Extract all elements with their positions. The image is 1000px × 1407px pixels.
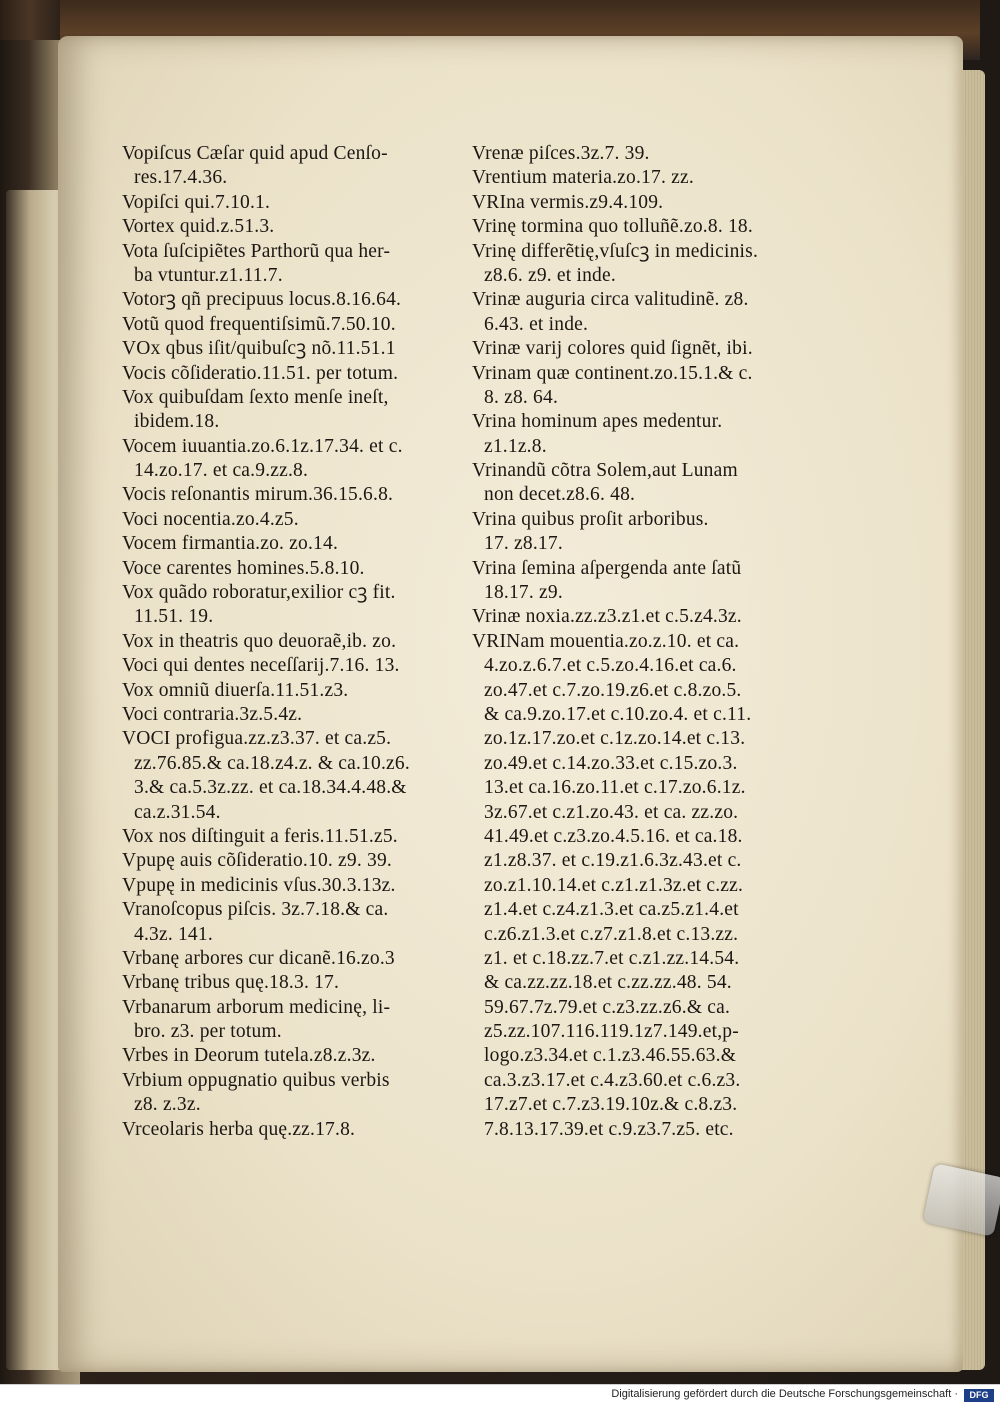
index-entry-line: Vrinandũ cõtra Solem,aut Lunam bbox=[472, 460, 738, 482]
index-entry-line: Vocem firmantia.zo. zo.14. bbox=[122, 533, 339, 555]
index-entry-line: zo.47.et c.7.zo.19.z6.et c.8.zo.5. bbox=[484, 679, 742, 701]
index-entry-line: Vranoſcopus piſcis. 3z.7.18.& ca. bbox=[122, 899, 389, 921]
index-entry-line: Vrbanarum arborum medicinę, li- bbox=[122, 996, 391, 1018]
index-entry-line: Vocis reſonantis mirum.36.15.6.8. bbox=[122, 484, 394, 506]
index-entry-line: Vrinæ auguria circa valitudinẽ. z8. bbox=[472, 289, 749, 311]
index-entry-line: Voci contraria.3z.5.4z. bbox=[122, 703, 303, 725]
index-entry-line: zo.49.et c.14.zo.33.et c.15.zo.3. bbox=[484, 752, 738, 774]
index-entry-line: Vox quibuſdam ſexto menſe ineſt, bbox=[122, 386, 389, 408]
index-entry-line: Vrina ſemina aſpergenda ante ſatũ bbox=[472, 557, 742, 579]
index-entry-line: ca.3.z3.17.et c.4.z3.60.et c.6.z3. bbox=[484, 1069, 741, 1091]
index-entry-line: 3z.67.et c.z1.zo.43. et ca. zz.zo. bbox=[484, 801, 739, 823]
index-entry-line: Votũ quod frequentiſsimũ.7.50.10. bbox=[122, 313, 396, 335]
index-entry-line: Vrinę differẽtię,vſuſcꝫ in medicinis. bbox=[472, 240, 759, 262]
index-entry-line: Vox nos diſtinguit a feris.11.51.z5. bbox=[122, 825, 398, 847]
index-entry-line: VRIna vermis.z9.4.109. bbox=[472, 191, 664, 213]
index-entry-line: Vrbanę arbores cur dicanẽ.16.zo.3 bbox=[122, 947, 395, 969]
index-entry-line: non decet.z8.6. 48. bbox=[484, 484, 636, 506]
index-entry-line: z1.1z.8. bbox=[484, 435, 547, 457]
index-entry-line: Voce carentes homines.5.8.10. bbox=[122, 557, 365, 579]
index-entry-line: Vocis cõſideratio.11.51. per totum. bbox=[122, 362, 399, 384]
index-entry-line: z5.zz.107.116.119.1z7.149.et,p- bbox=[484, 1021, 739, 1043]
index-entry-line: ba vtuntur.z1.11.7. bbox=[134, 264, 283, 286]
index-entry-line: bro. z3. per totum. bbox=[134, 1021, 282, 1043]
index-entry-line: Vpupę in medicinis vſus.30.3.13z. bbox=[122, 874, 396, 896]
index-entry-line: & ca.9.zo.17.et c.10.zo.4. et c.11. bbox=[484, 703, 752, 725]
left-page-edge bbox=[6, 190, 66, 1370]
index-entry-line: 17.z7.et c.7.z3.19.10z.& c.8.z3. bbox=[484, 1094, 738, 1116]
index-entry-line: 14.zo.17. et ca.9.zz.8. bbox=[134, 460, 309, 482]
index-entry-line: 59.67.7z.79.et c.z3.zz.z6.& ca. bbox=[484, 996, 731, 1018]
index-entry-line: Vrinam quæ continent.zo.15.1.& c. bbox=[472, 362, 753, 384]
index-entry-line: VRINam mouentia.zo.z.10. et ca. bbox=[472, 630, 740, 652]
index-entry-line: z1. et c.18.zz.7.et c.z1.zz.14.54. bbox=[484, 947, 740, 969]
index-entry-line: z8.6. z9. et inde. bbox=[484, 264, 616, 286]
index-entry-line: Voci nocentia.zo.4.z5. bbox=[122, 508, 299, 530]
index-entry-line: ca.z.31.54. bbox=[134, 801, 221, 823]
index-entry-line: z1.4.et c.z4.z1.3.et ca.z5.z1.4.et bbox=[484, 899, 739, 921]
index-entry-line: 41.49.et c.z3.zo.4.5.16. et ca.18. bbox=[484, 825, 743, 847]
index-entry-line: Vota ſuſcipiẽtes Parthorũ qua her- bbox=[122, 240, 391, 262]
index-entry-line: Vrbanę tribus quę.18.3. 17. bbox=[122, 972, 340, 994]
index-entry-line: zz.76.85.& ca.18.z4.z. & ca.10.z6. bbox=[134, 752, 410, 774]
index-entry-line: logo.z3.34.et c.1.z3.46.55.63.& bbox=[484, 1045, 737, 1067]
index-entry-line: 8. z8. 64. bbox=[484, 386, 559, 408]
index-entry-line: 17. z8.17. bbox=[484, 533, 563, 555]
index-entry-line: 7.8.13.17.39.et c.9.z3.7.z5. etc. bbox=[484, 1118, 734, 1140]
index-entry-line: 4.3z. 141. bbox=[134, 923, 213, 945]
funding-footer bbox=[0, 1384, 1000, 1407]
index-entry-line: Vox omniũ diuerſa.11.51.z3. bbox=[122, 679, 349, 701]
index-entry-line: Vrina hominum apes medentur. bbox=[472, 411, 723, 433]
index-entry-line: Vortex quid.z.51.3. bbox=[122, 216, 275, 238]
index-entry-line: Voci qui dentes neceſſarij.7.16. 13. bbox=[122, 655, 400, 677]
dfg-logo: DFG bbox=[964, 1389, 994, 1402]
index-entry-line: ibidem.18. bbox=[134, 411, 220, 433]
index-entry-line: VOCI profigua.zz.z3.37. et ca.z5. bbox=[122, 728, 392, 750]
index-entry-line: Vrinæ noxia.zz.z3.z1.et c.5.z4.3z. bbox=[472, 606, 742, 628]
index-column-left bbox=[122, 142, 457, 1142]
index-entry-line: res.17.4.36. bbox=[134, 167, 228, 189]
index-entry-line: Vocem iuuantia.zo.6.1z.17.34. et c. bbox=[122, 435, 403, 457]
index-entry-line: Vopiſcus Cæſar quid apud Cenſo- bbox=[122, 143, 388, 164]
index-entry-line: Vpupę auis cõſideratio.10. z9. 39. bbox=[122, 850, 392, 872]
index-entry-line: z8. z.3z. bbox=[134, 1094, 201, 1116]
index-entry-line: zo.z1.10.14.et c.z1.z1.3z.et c.zz. bbox=[484, 874, 744, 896]
index-entry-line: Votorꝫ qñ precipuus locus.8.16.64. bbox=[122, 289, 402, 311]
index-entry-line: 4.zo.z.6.7.et c.5.zo.4.16.et ca.6. bbox=[484, 655, 737, 677]
index-entry-line: 6.43. et inde. bbox=[484, 313, 589, 335]
index-entry-line: c.z6.z1.3.et c.z7.z1.8.et c.13.zz. bbox=[484, 923, 739, 945]
index-entry-line: 3.& ca.5.3z.zz. et ca.18.34.4.48.& bbox=[134, 777, 407, 799]
index-entry-line: VOx qbus iſit/quibuſcꝫ nõ.11.51.1 bbox=[122, 338, 396, 360]
index-entry-line: Vrinę tormina quo tolluñẽ.zo.8. 18. bbox=[472, 216, 753, 238]
footer-text: Digitalisierung gefördert durch die Deutsche Forschungsgemeinschaft · bbox=[611, 1388, 958, 1400]
index-entry-line: Vox in theatris quo deuoraẽ,ib. zo. bbox=[122, 630, 397, 652]
index-entry-line: Vox quãdo roboratur,exilior cꝫ fit. bbox=[122, 582, 396, 604]
index-entry-line: Vrentium materia.zo.17. zz. bbox=[472, 167, 694, 189]
index-entry-line: Vopiſci qui.7.10.1. bbox=[122, 191, 271, 213]
index-entry-line: Vrbium oppugnatio quibus verbis bbox=[122, 1069, 390, 1091]
index-entry-line: Vrinæ varij colores quid ſignẽt, ibi. bbox=[472, 338, 753, 360]
index-column-right bbox=[472, 142, 807, 1142]
index-entry-line: z1.z8.37. et c.19.z1.6.3z.43.et c. bbox=[484, 850, 742, 872]
index-entry-line: 11.51. 19. bbox=[134, 606, 214, 628]
index-entry-line: 13.et ca.16.zo.11.et c.17.zo.6.1z. bbox=[484, 777, 746, 799]
index-entry-line: zo.1z.17.zo.et c.1z.zo.14.et c.13. bbox=[484, 728, 746, 750]
index-entry-line: Vrceolaris herba quę.zz.17.8. bbox=[122, 1118, 356, 1140]
index-entry-line: & ca.zz.zz.18.et c.zz.zz.48. 54. bbox=[484, 972, 732, 994]
index-entry-line: Vrenæ piſces.3z.7. 39. bbox=[472, 143, 650, 164]
index-entry-line: Vrina quibus proſit arboribus. bbox=[472, 508, 709, 530]
index-entry-line: 18.17. z9. bbox=[484, 582, 563, 604]
index-entry-line: Vrbes in Deorum tutela.z8.z.3z. bbox=[122, 1045, 376, 1067]
